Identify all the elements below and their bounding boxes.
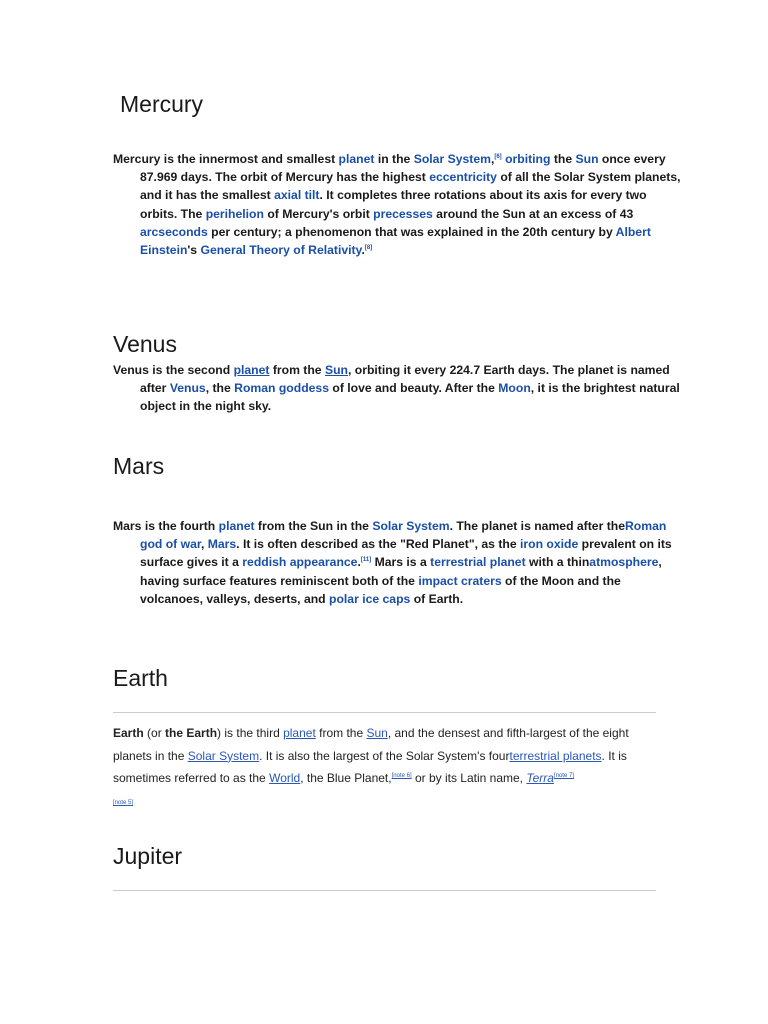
link-sun[interactable]: Sun [575, 152, 599, 166]
link-venus[interactable]: Venus [169, 381, 206, 396]
link-arcseconds[interactable]: arcseconds [140, 224, 208, 239]
link-mars[interactable]: Mars [207, 537, 237, 552]
link-roman-god-of-war[interactable]: Roman god of war [140, 519, 667, 552]
note-6-reference[interactable]: [note 6] [391, 773, 412, 779]
link-terrestrial-planets[interactable]: terrestrial planets [509, 748, 602, 763]
paragraph-earth: Earth (or the Earth) is the third planet from the Sun, and the densest and fifth-largest of the eight planets in the Solar System. It is also the largest of the Solar System's fourterrestrial planets. It is sometimes referred to as the World, the Blue Planet,[note 6] or by its Latin name, Terra[note 7] [113, 726, 629, 785]
link-solar-system[interactable]: Solar System [187, 748, 260, 763]
link-sun[interactable]: Sun [366, 726, 388, 740]
heading-mars: Mars [113, 453, 165, 479]
reference-6[interactable]: [6] [494, 153, 502, 160]
link-planet[interactable]: planet [218, 519, 255, 533]
link-albert-einstein[interactable]: Albert Einstein [140, 224, 651, 258]
link-impact-craters[interactable]: impact craters [418, 573, 502, 588]
link-roman-goddess[interactable]: Roman goddess [234, 381, 329, 396]
link-eccentricity[interactable]: eccentricity [429, 170, 497, 185]
link-orbiting[interactable]: orbiting [505, 152, 551, 166]
link-atmosphere[interactable]: atmosphere [589, 555, 659, 570]
reference-8[interactable]: [8] [364, 244, 373, 251]
note-7-reference[interactable]: [note 7] [553, 773, 574, 779]
link-polar-ice-caps[interactable]: polar ice caps [329, 591, 411, 606]
reference-11[interactable]: [11] [360, 557, 372, 564]
link-perihelion[interactable]: perihelion [205, 206, 264, 221]
heading-earth: Earth [113, 665, 168, 691]
link-general-relativity[interactable]: General Theory of Relativity [200, 243, 362, 258]
paragraph-venus: Venus is the second planet from the Sun, orbiting it every 224.7 Earth days. The planet is named after Venus, the Roman goddess of love and beauty. After the Moon, it is the brightest natural object in the night sky. [113, 363, 680, 414]
link-terra[interactable]: Terra [526, 771, 554, 785]
heading-jupiter: Jupiter [113, 843, 183, 869]
link-sun[interactable]: Sun [324, 363, 349, 377]
link-planet[interactable]: planet [233, 363, 270, 377]
link-solar-system[interactable]: Solar System [372, 519, 450, 533]
link-moon[interactable]: Moon [498, 381, 531, 396]
link-terrestrial-planet[interactable]: terrestrial planet [430, 555, 526, 570]
link-iron-oxide[interactable]: iron oxide [520, 537, 579, 552]
note-5-reference[interactable]: [note 5] [113, 800, 134, 806]
paragraph-mercury: Mercury is the innermost and smallest planet in the Solar System,[6] orbiting the Sun once every 87.969 days. The orbit of Mercury has the highest eccentricity of all the Solar System planets, and it has the smallest axial tilt. It completes three rotations about its axis for every two orbits. The perihelion of Mercury's orbit precesses around the Sun at an excess of 43 arcseconds per century; a phenomenon that was explained in the 20th century by Albert Einstein's General Theory of Relativity.[8] [113, 152, 681, 258]
link-planet[interactable]: planet [338, 152, 375, 166]
link-precesses[interactable]: precesses [373, 206, 433, 221]
heading-venus: Venus [113, 331, 177, 357]
link-axial-tilt[interactable]: axial tilt [274, 188, 320, 203]
heading-divider [113, 712, 656, 713]
link-world[interactable]: World [269, 771, 301, 785]
link-solar-system[interactable]: Solar System [413, 152, 491, 166]
link-planet[interactable]: planet [283, 726, 316, 740]
link-reddish-appearance[interactable]: reddish appearance [242, 555, 358, 570]
heading-mercury: Mercury [120, 91, 204, 117]
heading-divider [113, 890, 656, 891]
paragraph-mars: Mars is the fourth planet from the Sun in the Solar System. The planet is named after theRoman god of war, Mars. It is often described as the "Red Planet", as the iron oxide prevalent on its surface gives it a reddish appearance.[11] Mars is a terrestrial planet with a thinatmosphere, having surface features reminiscent both of the impact craters of the Moon and the volcanoes, valleys, deserts, and polar ice caps of Earth. [113, 519, 672, 606]
